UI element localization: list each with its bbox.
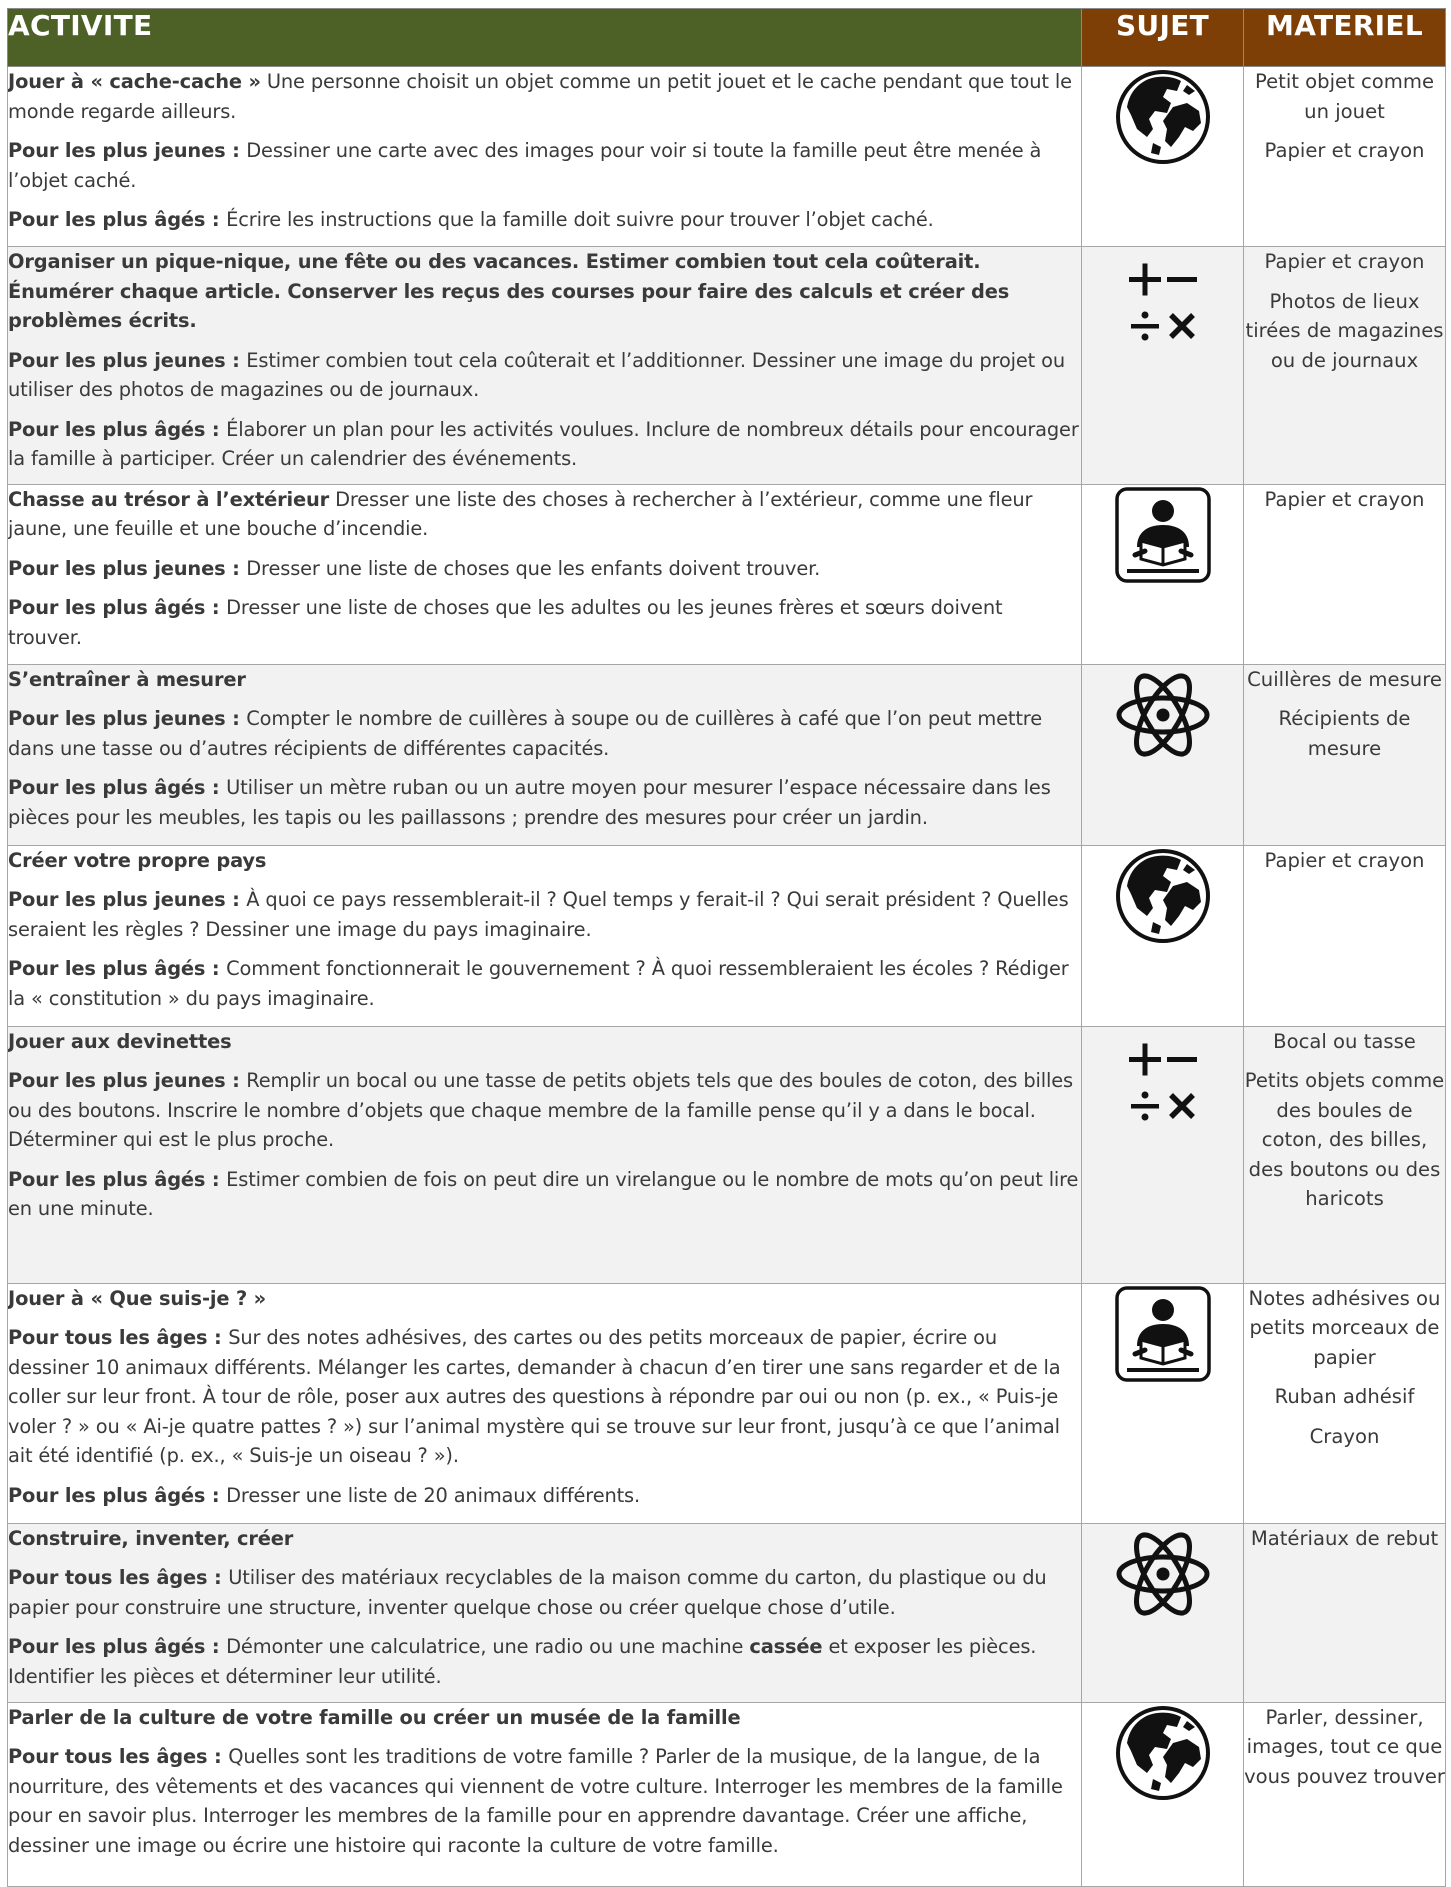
subject-cell xyxy=(1082,484,1244,664)
subject-cell xyxy=(1082,1026,1244,1283)
atom-icon xyxy=(1113,1524,1213,1628)
material-cell xyxy=(1244,247,1446,485)
bold-text: Pour les plus âgés : xyxy=(8,776,227,799)
body-text: Démonter une calculatrice, une radio ou une machine xyxy=(226,1635,750,1658)
activity-cell xyxy=(8,845,1082,1026)
bold-text: S’entraîner à mesurer xyxy=(8,667,246,691)
bold-text: Jouer aux devinettes xyxy=(8,1029,232,1053)
activity-paragraph xyxy=(8,1323,1081,1471)
bold-text: Pour les plus âgés : xyxy=(8,957,227,980)
activity-title xyxy=(8,1027,1081,1057)
activity-cell xyxy=(8,67,1082,247)
activity-paragraph xyxy=(8,554,1081,584)
bold-text: Pour les plus jeunes : xyxy=(8,707,247,730)
bold-text: Pour les plus jeunes : xyxy=(8,348,247,372)
bold-text: cassée xyxy=(749,1635,823,1658)
activity-title xyxy=(8,665,1081,695)
header-material: MATERIEL xyxy=(1244,9,1446,67)
table-row xyxy=(8,484,1446,664)
body-text: Dresser une liste de 20 animaux différents. xyxy=(226,1483,641,1507)
material-item: Petits objets comme des boules de coton, des billes, des boutons ou des haricots xyxy=(1244,1069,1445,1210)
table-row xyxy=(8,1026,1446,1283)
subject-cell xyxy=(1082,1702,1244,1886)
bold-text: Construire, inventer, créer xyxy=(8,1526,294,1550)
activity-paragraph xyxy=(8,593,1081,652)
activity-paragraph xyxy=(8,1632,1081,1691)
subject-cell xyxy=(1082,664,1244,845)
activity-paragraph xyxy=(8,205,1081,235)
subject-cell xyxy=(1082,845,1244,1026)
body-text: Écrire les instructions que la famille doit suivre pour trouver l’objet caché. xyxy=(226,208,934,231)
bold-text: Pour les plus âgés : xyxy=(8,1635,227,1658)
activity-paragraph xyxy=(8,346,1081,405)
table-row xyxy=(8,247,1446,485)
math-operations-icon xyxy=(1113,247,1213,351)
bold-text: Pour tous les âges : xyxy=(8,1566,229,1589)
activity-cell xyxy=(8,1702,1082,1886)
activity-paragraph xyxy=(8,1066,1081,1155)
subject-cell xyxy=(1082,67,1244,247)
body-text: Une personne choisit un objet comme un petit jouet et le cache pendant que tout le monde regarde ailleurs. xyxy=(8,70,1072,123)
bold-text: Pour les plus jeunes : xyxy=(8,139,247,162)
activity-paragraph xyxy=(8,415,1081,474)
body-text: Dresser une liste des choses à rechercher à l’extérieur, comme une fleur jaune, une feuille et une bouche d’incendie. xyxy=(8,487,1033,540)
material-item: Parler, dessiner, images, tout ce que vous pouvez trouver xyxy=(1244,1705,1445,1788)
activity-cell xyxy=(8,1283,1082,1523)
material-item: Récipients de mesure xyxy=(1278,707,1411,760)
body-text: Comment fonctionnerait le gouvernement ? À quoi ressembleraient les écoles ? Rédiger la « constitution » du pays imaginaire. xyxy=(8,957,1069,1010)
bold-text: Pour les plus jeunes : xyxy=(8,1069,247,1092)
activity-cell xyxy=(8,1523,1082,1702)
table-row xyxy=(8,67,1446,247)
reader-book-icon xyxy=(1113,485,1213,589)
material-item: Papier et crayon xyxy=(1264,250,1425,273)
activities-table xyxy=(7,8,1446,1887)
activity-paragraph xyxy=(8,1165,1081,1224)
material-cell xyxy=(1244,67,1446,247)
bold-text: Pour les plus âgés : xyxy=(8,1167,227,1191)
material-item: Photos de lieux tirées de magazines ou de journaux xyxy=(1245,289,1444,372)
body-text: Compter le nombre de cuillères à soupe ou de cuillères à café que l’on peut mettre dans une tasse ou d’autres récipients de différentes capacités. xyxy=(8,707,1042,760)
bold-text: Jouer à « Que suis-je ? » xyxy=(8,1286,267,1310)
activity-title xyxy=(8,485,1081,544)
material-item: Matériaux de rebut xyxy=(1250,1526,1439,1550)
subject-cell xyxy=(1082,1283,1244,1523)
body-text: À quoi ce pays ressemblerait-il ? Quel temps y ferait-il ? Qui serait président ? Quelles seraient les règles ? Dessiner une image du pays imaginaire. xyxy=(8,888,1069,941)
bold-text: Pour les plus âgés : xyxy=(8,596,227,619)
activity-title xyxy=(8,846,1081,876)
material-cell xyxy=(1244,1702,1446,1886)
bold-text: Organiser un pique-nique, une fête ou des vacances. Estimer combien tout cela coûterait. Énumérer chaque article. Conserver les reçus des courses pour faire des calculs et créer des problèmes écrits. xyxy=(8,250,1010,332)
activity-title xyxy=(8,247,1081,336)
table-header xyxy=(8,9,1446,67)
table-row xyxy=(8,664,1446,845)
table-row xyxy=(8,845,1446,1026)
body-text: Dresser une liste de choses que les enfants doivent trouver. xyxy=(246,556,821,580)
material-cell xyxy=(1244,845,1446,1026)
activity-paragraph xyxy=(8,136,1081,195)
bold-text: Chasse au trésor à l’extérieur xyxy=(8,487,330,511)
table-body xyxy=(8,67,1446,1887)
material-item: Cuillères de mesure xyxy=(1247,667,1442,691)
activity-cell xyxy=(8,484,1082,664)
body-text: Utiliser un mètre ruban ou un autre moyen pour mesurer l’espace nécessaire dans les pièces pour les meubles, les tapis ou les paillassons ; prendre des mesures pour créer un jardin. xyxy=(8,776,1051,829)
bold-text: Pour tous les âges : xyxy=(8,1326,229,1349)
activity-title xyxy=(8,1524,1081,1554)
table-row xyxy=(8,1283,1446,1523)
table-row xyxy=(8,1702,1446,1886)
table-row xyxy=(8,1523,1446,1702)
material-item: Papier et crayon xyxy=(1264,487,1425,511)
material-cell xyxy=(1244,1523,1446,1702)
subject-cell xyxy=(1082,1523,1244,1702)
material-item: Papier et crayon xyxy=(1264,848,1425,872)
header-activity: ACTIVITE xyxy=(8,9,1082,67)
bold-text: Pour les plus âgés : xyxy=(8,1483,227,1507)
material-item: Papier et crayon xyxy=(1264,139,1425,162)
body-text: Sur des notes adhésives, des cartes ou des petits morceaux de papier, écrire ou dessiner 10 animaux différents. Mélanger les cartes, demander à chacun d’en tirer une sans regarder et de la coller sur leur front. À tour de rôle, poser aux autres des questions à répondre par oui ou non (p. ex., « Puis-je voler ? » ou « Ai-je quatre pattes ? ») sur l’animal mystère qui se trouve sur leur front, jusqu’à ce que l’animal ait été identifié (p. ex., « Suis-je un oiseau ? »). xyxy=(8,1326,1061,1467)
material-item: Ruban adhésif xyxy=(1274,1385,1415,1408)
globe-icon xyxy=(1113,67,1213,171)
material-cell xyxy=(1244,484,1446,664)
activity-title xyxy=(8,1284,1081,1314)
material-item: Notes adhésives ou petits morceaux de papier xyxy=(1248,1286,1441,1369)
activity-title xyxy=(8,1703,1081,1733)
body-text: Quelles sont les traditions de votre famille ? Parler de la musique, de la langue, de la nourriture, des vêtements et des vacances qui viennent de votre culture. Interroger les membres de la famille pour en savoir plus. Interroger les membres de la famille pour en apprendre davantage. Créer une affiche, dessiner une image ou écrire une histoire qui raconte la culture de votre famille. xyxy=(8,1745,1063,1857)
material-cell xyxy=(1244,1283,1446,1523)
activity-cell xyxy=(8,247,1082,485)
subject-cell xyxy=(1082,247,1244,485)
bold-text: Créer votre propre pays xyxy=(8,848,267,872)
material-cell xyxy=(1244,664,1446,845)
bold-text: Pour les plus âgés : xyxy=(8,417,227,441)
bold-text: Pour tous les âges : xyxy=(8,1745,229,1768)
activity-cell xyxy=(8,1026,1082,1283)
bold-text: Jouer à « cache-cache » xyxy=(8,70,261,93)
activity-paragraph xyxy=(8,1742,1081,1860)
activity-title xyxy=(8,67,1081,126)
body-text: Utiliser des matériaux recyclables de la maison comme du carton, du plastique ou du papier pour construire une structure, inventer quelque chose ou créer quelque chose d’utile. xyxy=(8,1566,1047,1619)
material-item: Petit objet comme un jouet xyxy=(1254,70,1435,123)
material-item: Bocal ou tasse xyxy=(1273,1029,1416,1053)
activity-paragraph xyxy=(8,885,1081,944)
body-text: Dessiner une carte avec des images pour voir si toute la famille peut être menée à l’objet caché. xyxy=(8,139,1042,192)
bold-text: Pour les plus jeunes : xyxy=(8,556,247,580)
activity-paragraph xyxy=(8,1481,1081,1511)
activity-paragraph xyxy=(8,704,1081,763)
reader-book-icon xyxy=(1113,1284,1213,1388)
body-text: Élaborer un plan pour les activités voulues. Inclure de nombreux détails pour encourager la famille à participer. Créer un calendrier des événements. xyxy=(8,417,1079,470)
globe-icon xyxy=(1113,846,1213,950)
math-operations-icon xyxy=(1113,1027,1213,1131)
activity-paragraph xyxy=(8,1563,1081,1622)
atom-icon xyxy=(1113,665,1213,769)
bold-text: Pour les plus âgés : xyxy=(8,208,227,231)
material-item: Crayon xyxy=(1309,1424,1380,1448)
body-text: et exposer les pièces. Identifier les pièces et déterminer leur utilité. xyxy=(8,1635,1037,1688)
body-text: Estimer combien tout cela coûterait et l’additionner. Dessiner une image du projet ou utiliser des photos de magazines ou de journaux. xyxy=(8,348,1065,401)
activity-cell xyxy=(8,664,1082,845)
header-subject: SUJET xyxy=(1082,9,1244,67)
activity-paragraph xyxy=(8,773,1081,832)
globe-icon xyxy=(1113,1703,1213,1807)
activity-paragraph xyxy=(8,954,1081,1013)
body-text: Remplir un bocal ou une tasse de petits objets tels que des boules de coton, des billes ou des boutons. Inscrire le nombre d’objets que chaque membre de la famille pense qu’il y a dans le bocal. Déterminer qui est le plus proche. xyxy=(8,1069,1073,1151)
body-text: Estimer combien de fois on peut dire un virelangue ou le nombre de mots qu’on peut lire en une minute. xyxy=(8,1167,1079,1220)
bold-text: Pour les plus jeunes : xyxy=(8,888,247,911)
bold-text: Parler de la culture de votre famille ou créer un musée de la famille xyxy=(8,1705,741,1729)
body-text: Dresser une liste de choses que les adultes ou les jeunes frères et sœurs doivent trouver. xyxy=(8,596,1003,649)
material-cell xyxy=(1244,1026,1446,1283)
